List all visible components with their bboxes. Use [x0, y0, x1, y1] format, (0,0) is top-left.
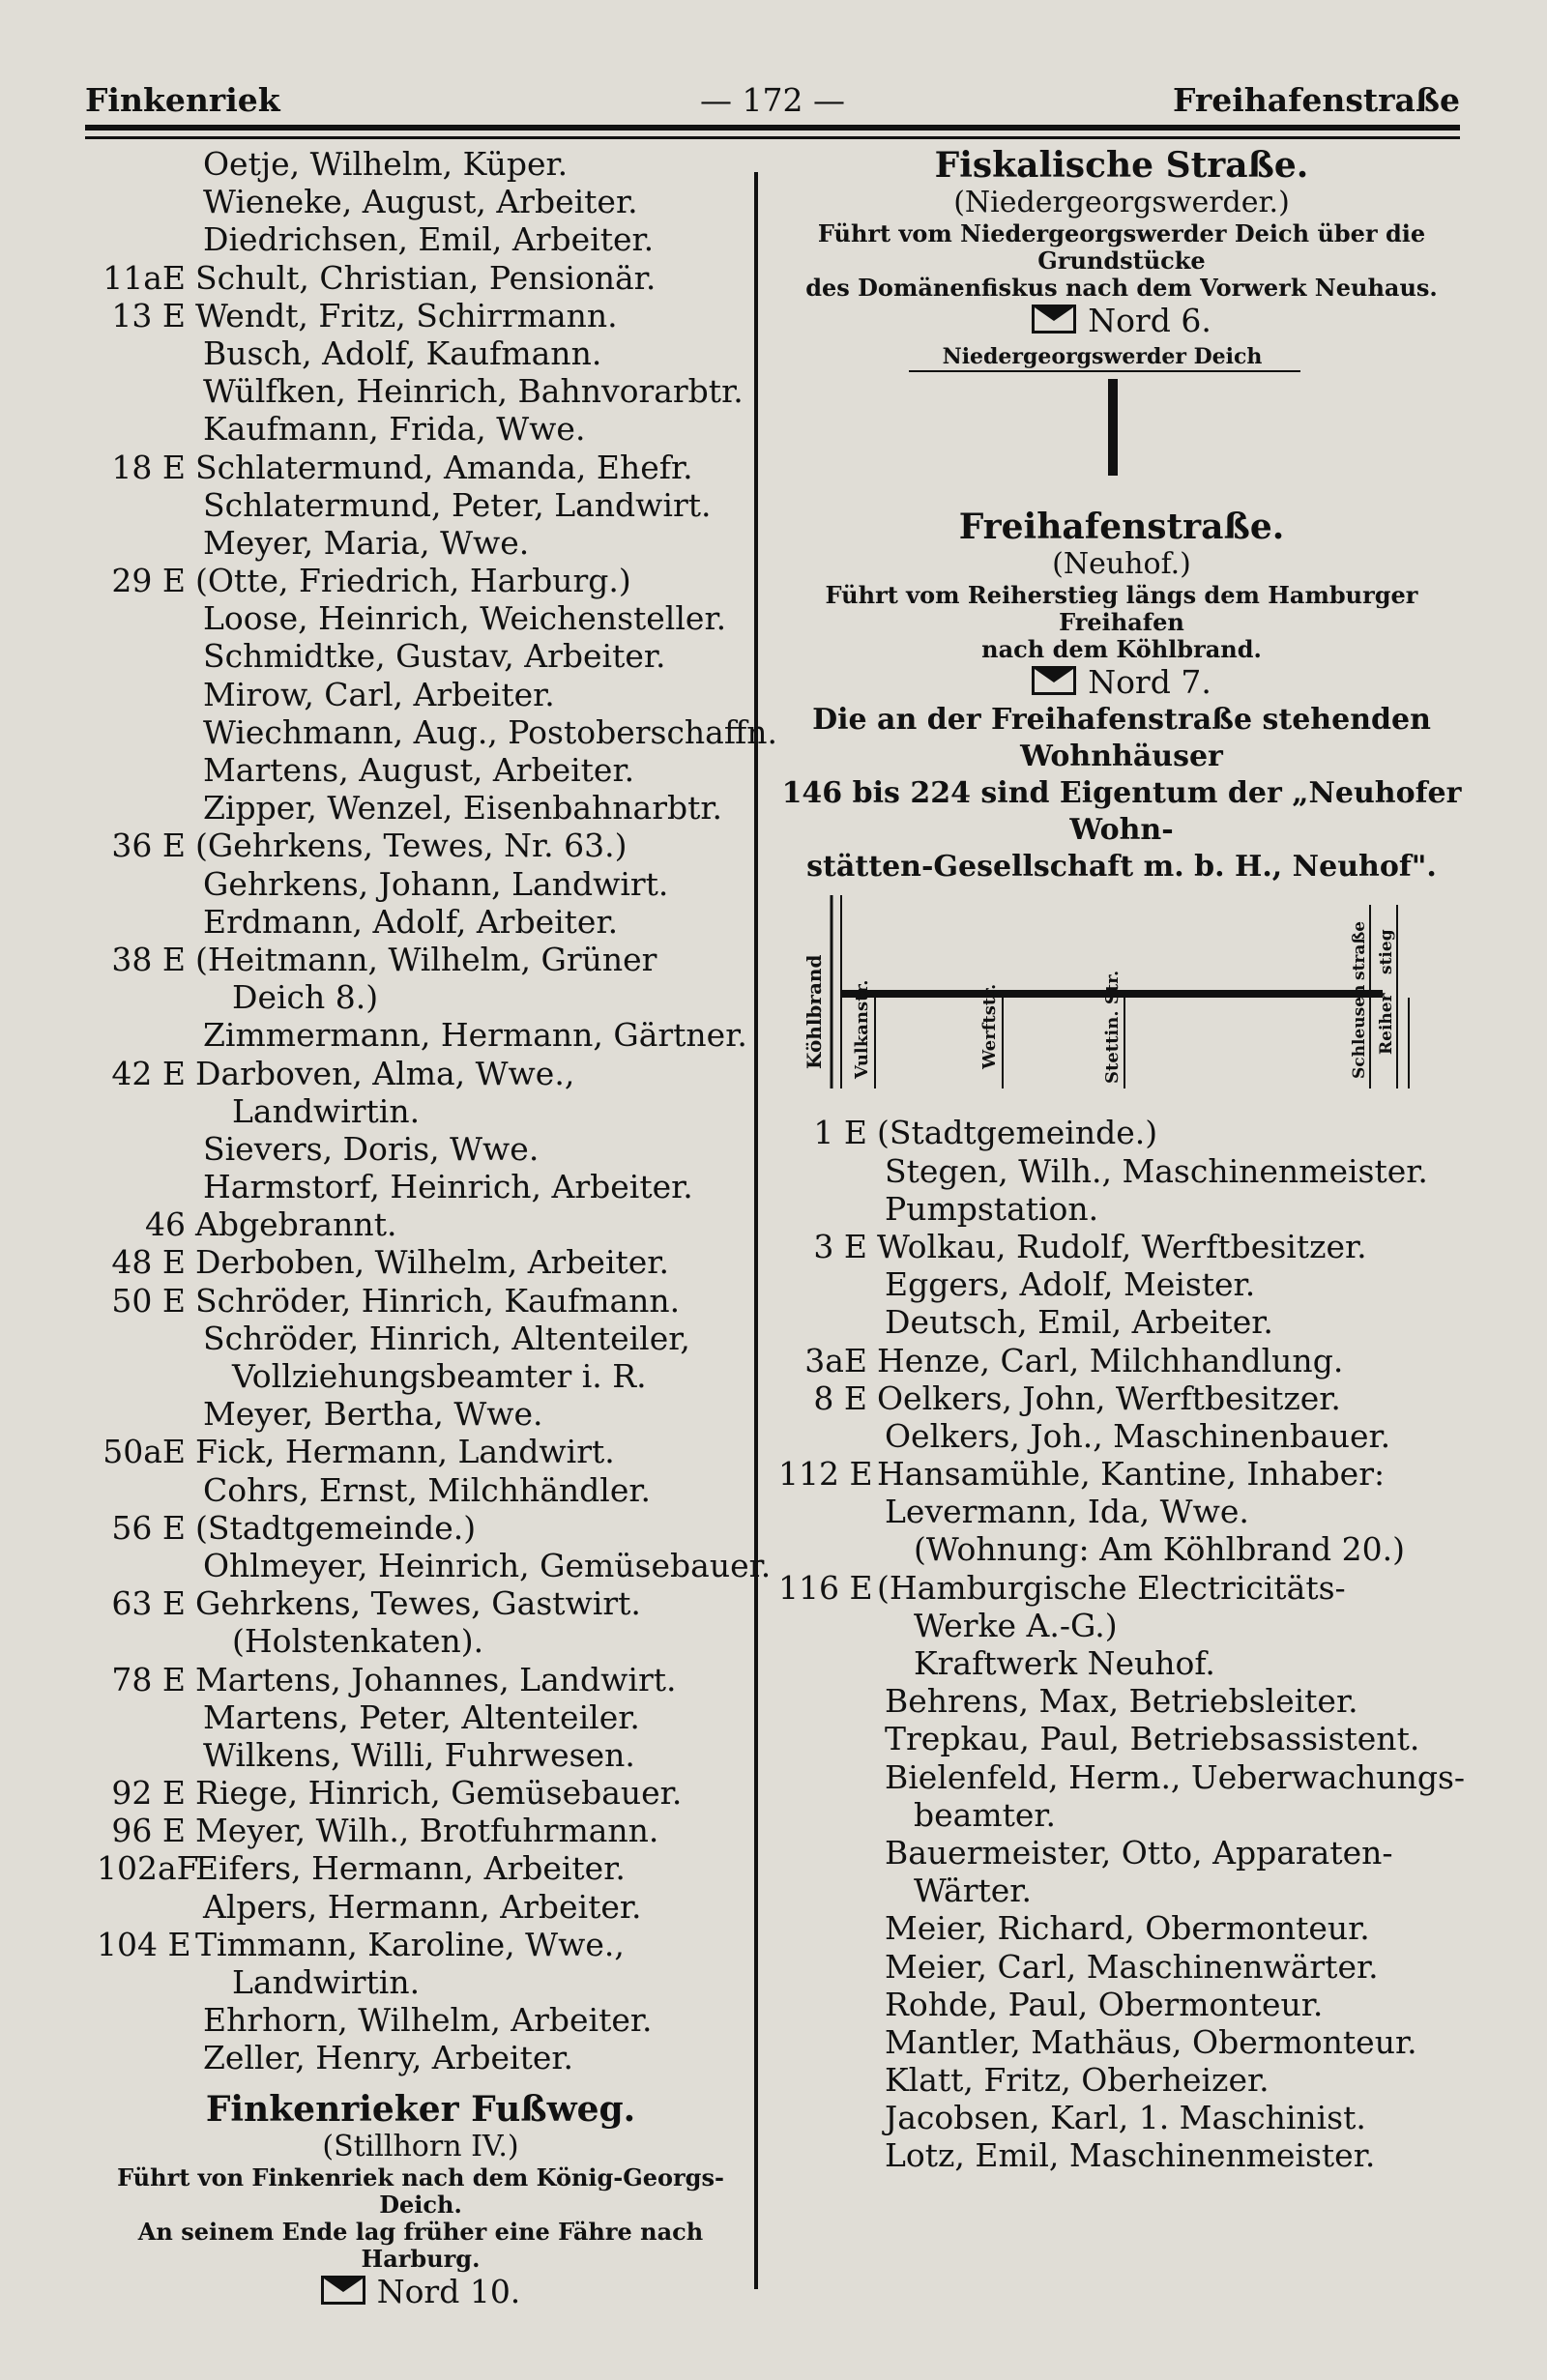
- resident-text: Martens, Peter, Altenteiler.: [203, 1698, 640, 1736]
- resident-text: Wiechmann, Aug., Postoberschaffn.: [203, 712, 778, 751]
- map-label-koehlbrand: Köhlbrand: [803, 954, 826, 1070]
- postal-text: Nord 10.: [376, 2272, 521, 2310]
- resident-text: Alpers, Hermann, Arbeiter.: [203, 1887, 642, 1926]
- house-number: 8 E: [813, 1379, 867, 1417]
- resident-text: Deutsch, Emil, Arbeiter.: [885, 1303, 1273, 1342]
- resident-text: Trepkau, Paul, Betriebsassistent.: [885, 1720, 1420, 1758]
- section-subtitle: (Stillhorn IV.): [322, 2129, 519, 2163]
- resident-text: Martens, Johannes, Landwirt.: [195, 1660, 677, 1698]
- directory-entry: [97, 1282, 744, 1320]
- envelope-icon: [1032, 305, 1076, 334]
- directory-entry: [97, 1168, 744, 1205]
- house-number: 50 E: [111, 1281, 186, 1320]
- directory-entry: [778, 1152, 1465, 1190]
- ownership-note-2: 146 bis 224 sind Eigentum der „Neuhofer Wohn-: [781, 776, 1462, 848]
- directory-entry: [97, 1205, 744, 1243]
- directory-entry: [97, 1888, 744, 1926]
- directory-entry: [97, 1243, 744, 1281]
- house-number: 29 E: [111, 562, 186, 600]
- resident-text: Stegen, Wilh., Maschinenmeister.: [885, 1151, 1428, 1190]
- directory-entry: [778, 1607, 1465, 1644]
- resident-text: (Stadtgemeinde.): [877, 1114, 1158, 1152]
- directory-entry: [778, 1796, 1465, 1834]
- resident-text: Abgebrannt.: [195, 1205, 397, 1244]
- resident-text: Wilkens, Willi, Fuhrwesen.: [203, 1735, 635, 1774]
- directory-entry: [97, 676, 744, 713]
- freihafenstrasse-map: [778, 885, 1465, 1088]
- house-number: 96 E: [111, 1812, 186, 1850]
- resident-text: Eggers, Adolf, Meister.: [885, 1265, 1256, 1304]
- directory-entry: [97, 449, 744, 486]
- map-label-schleusen: Schleusen: [1350, 984, 1369, 1080]
- section-description-2: An seinem Ende lag früher eine Fähre nach Harburg.: [137, 2217, 704, 2273]
- resident-text: Oelkers, John, Werftbesitzer.: [877, 1379, 1341, 1417]
- resident-text: Wülfken, Heinrich, Bahnvorarbtr.: [203, 372, 744, 411]
- resident-text: Henze, Carl, Milchhandlung.: [877, 1341, 1344, 1379]
- resident-text: (Heitmann, Wilhelm, Grüner: [195, 940, 657, 978]
- directory-entry: [97, 1092, 744, 1130]
- resident-text: Riege, Hinrich, Gemüsebauer.: [195, 1774, 683, 1813]
- resident-text: Hansamühle, Kantine, Inhaber:: [877, 1455, 1386, 1494]
- header-left: Finkenriek: [85, 81, 280, 119]
- resident-text: (Gehrkens, Tewes, Nr. 63.): [195, 827, 628, 865]
- directory-entry: [778, 2099, 1465, 2136]
- house-number: 63 E: [111, 1584, 186, 1623]
- header-right: Freihafenstraße: [1173, 81, 1460, 119]
- directory-entry: [97, 1622, 744, 1660]
- resident-text: Martens, August, Arbeiter.: [203, 751, 635, 789]
- directory-entry: [778, 1682, 1465, 1720]
- postal-district: [778, 302, 1465, 340]
- resident-text: Eifers, Hermann, Arbeiter.: [195, 1849, 626, 1888]
- resident-text: Loose, Heinrich, Weichensteller.: [203, 599, 727, 638]
- resident-text: Landwirtin.: [232, 1963, 421, 2001]
- house-number: 38 E: [111, 940, 186, 978]
- page-header: [85, 81, 1460, 124]
- resident-text: (Otte, Friedrich, Harburg.): [195, 562, 631, 600]
- house-number: 46: [145, 1205, 186, 1244]
- directory-entry: [97, 1774, 744, 1812]
- directory-entry: [97, 2039, 744, 2076]
- resident-text: Erdmann, Adolf, Arbeiter.: [203, 902, 619, 941]
- resident-text: Sievers, Doris, Wwe.: [203, 1129, 540, 1168]
- directory-entry: [97, 1812, 744, 1849]
- map-label-vulkanstr: Vulkanstr.: [852, 979, 872, 1080]
- resident-text: Wieneke, August, Arbeiter.: [203, 183, 638, 221]
- directory-entry: [97, 562, 744, 599]
- right-entry-list: [778, 1114, 1465, 2174]
- directory-entry: [97, 145, 744, 183]
- section-title: Freihafenstraße.: [958, 507, 1285, 548]
- directory-entry: [97, 827, 744, 864]
- directory-entry: [97, 524, 744, 562]
- resident-text: Jacobsen, Karl, 1. Maschinist.: [885, 2099, 1366, 2137]
- directory-entry: [778, 2061, 1465, 2099]
- resident-text: Meier, Carl, Maschinenwärter.: [885, 1947, 1379, 1986]
- map-label-stettin-str: Stettin. Str.: [1102, 970, 1123, 1085]
- directory-entry: [97, 751, 744, 789]
- header-rule-thick: [85, 125, 1460, 131]
- resident-text: Meyer, Wilh., Brotfuhrmann.: [195, 1812, 659, 1850]
- envelope-icon: [321, 2276, 365, 2305]
- directory-entry: [778, 2023, 1465, 2061]
- directory-entry: [778, 1530, 1465, 1568]
- directory-entry: [97, 486, 744, 524]
- house-number: 116 E: [778, 1568, 873, 1607]
- house-number: 42 E: [111, 1054, 186, 1092]
- resident-text: Harmstorf, Heinrich, Arbeiter.: [203, 1168, 693, 1206]
- house-number: 36 E: [111, 827, 186, 865]
- resident-text: Derboben, Wilhelm, Arbeiter.: [195, 1243, 669, 1282]
- house-number: 50aE: [102, 1433, 186, 1471]
- directory-entry: [97, 941, 744, 978]
- resident-text: Kaufmann, Frida, Wwe.: [203, 410, 586, 449]
- postal-district: [778, 663, 1465, 702]
- house-number: 92 E: [111, 1774, 186, 1813]
- map-label-deich: Niedergeorgswerder Deich: [942, 344, 1263, 369]
- resident-text: Rohde, Paul, Obermonteur.: [885, 1985, 1324, 2023]
- directory-entry: [97, 1963, 744, 2001]
- resident-text: Schröder, Hinrich, Kaufmann.: [195, 1281, 681, 1320]
- resident-text: Pumpstation.: [885, 1189, 1099, 1228]
- resident-text: Fick, Hermann, Landwirt.: [195, 1433, 615, 1471]
- directory-entry: [97, 1584, 744, 1622]
- left-column: [97, 145, 778, 2311]
- directory-entry: [97, 1016, 747, 1055]
- directory-entry: [97, 903, 744, 941]
- directory-entry: [778, 1114, 1465, 1151]
- directory-entry: [97, 637, 744, 675]
- directory-entry: [778, 1720, 1465, 1757]
- directory-entry: [97, 1661, 744, 1698]
- section-title: Fiskalische Straße.: [934, 145, 1309, 186]
- resident-text: Ohlmeyer, Heinrich, Gemüsebauer.: [203, 1546, 772, 1584]
- section-subtitle: (Niedergeorgswerder.): [953, 186, 1290, 219]
- resident-text: Wärter.: [914, 1872, 1032, 1910]
- resident-text: Oelkers, Joh., Maschinenbauer.: [885, 1416, 1391, 1455]
- house-number: 1 E: [813, 1114, 867, 1152]
- house-number: 11aE: [102, 258, 186, 297]
- directory-entry: [97, 789, 744, 827]
- section-description-1: Führt vom Reiherstieg längs dem Hamburger Freihafen: [825, 581, 1418, 637]
- directory-entry: [97, 599, 744, 637]
- resident-text: (Stadtgemeinde.): [195, 1508, 477, 1547]
- resident-text: Schlatermund, Amanda, Ehefr.: [195, 448, 693, 486]
- directory-entry: [778, 1303, 1465, 1341]
- directory-entry: [778, 1569, 1465, 1607]
- directory-entry: [778, 1872, 1465, 1909]
- directory-entry: [97, 1698, 744, 1736]
- resident-text: Gehrkens, Tewes, Gastwirt.: [195, 1584, 641, 1623]
- resident-text: Lotz, Emil, Maschinenmeister.: [885, 2136, 1376, 2175]
- directory-entry: [97, 372, 744, 410]
- directory-entry: [778, 1644, 1465, 1682]
- directory-entry: [778, 1228, 1465, 1265]
- resident-text: Klatt, Fritz, Oberheizer.: [885, 2061, 1270, 2100]
- directory-entry: [97, 1055, 744, 1092]
- resident-text: Werke A.-G.): [914, 1606, 1118, 1644]
- directory-entry: [97, 2001, 744, 2039]
- directory-entry: [97, 297, 744, 334]
- house-number: 56 E: [111, 1508, 186, 1547]
- directory-entry: [778, 1758, 1465, 1796]
- house-number: 48 E: [111, 1243, 186, 1282]
- house-number: 78 E: [111, 1660, 186, 1698]
- directory-entry: [97, 1471, 744, 1509]
- page-number: — 172 —: [700, 81, 845, 119]
- street-line: [1108, 379, 1118, 476]
- directory-entry: [97, 410, 744, 448]
- resident-text: Mantler, Mathäus, Obermonteur.: [885, 2022, 1417, 2061]
- map-label-werftstr: Werftstr.: [979, 983, 1000, 1070]
- resident-text: (Wohnung: Am Köhlbrand 20.): [914, 1530, 1406, 1569]
- resident-text: Busch, Adolf, Kaufmann.: [203, 334, 602, 372]
- directory-entry: [97, 1849, 744, 1887]
- house-number: 13 E: [111, 296, 186, 334]
- resident-text: Darboven, Alma, Wwe.,: [195, 1054, 575, 1092]
- directory-entry: [97, 1357, 744, 1395]
- directory-entry: [97, 334, 744, 372]
- directory-entry: [778, 1265, 1465, 1303]
- directory-entry: [778, 1342, 1465, 1379]
- freihafenstrasse-section: [778, 507, 1465, 1096]
- section-description-2: nach dem Köhlbrand.: [981, 635, 1262, 664]
- directory-entry: [97, 1509, 744, 1547]
- ownership-note-1: Die an der Freihafenstraße stehenden Wohnhäuser: [812, 703, 1431, 774]
- right-column: [778, 145, 1465, 2175]
- directory-entry: [778, 1948, 1465, 1986]
- resident-text: Vollziehungsbeamter i. R.: [232, 1357, 647, 1395]
- resident-text: Meyer, Maria, Wwe.: [203, 523, 530, 562]
- ownership-note-3: stätten-Gesellschaft m. b. H., Neuhof".: [806, 850, 1437, 885]
- resident-text: Cohrs, Ernst, Milchhändler.: [203, 1470, 652, 1509]
- resident-text: Bauermeister, Otto, Apparaten-: [885, 1833, 1393, 1872]
- resident-text: Meier, Richard, Obermonteur.: [885, 1909, 1370, 1948]
- directory-entry: [778, 2136, 1465, 2174]
- section-description-1: Führt von Finkenriek nach dem König-Georgs-Deich.: [117, 2162, 724, 2219]
- directory-entry: [97, 1433, 744, 1470]
- resident-text: Deich 8.): [232, 978, 379, 1017]
- header-rule-thin: [85, 136, 1460, 139]
- envelope-icon: [1032, 666, 1076, 695]
- resident-text: Timmann, Karoline, Wwe.,: [195, 1925, 625, 1963]
- resident-text: Oetje, Wilhelm, Küper.: [203, 145, 569, 183]
- resident-text: beamter.: [914, 1795, 1057, 1834]
- section-description-2: des Domänenfiskus nach dem Vorwerk Neuhaus.: [805, 274, 1438, 302]
- resident-text: Zimmermann, Hermann, Gärtner.: [203, 1016, 747, 1055]
- section-subtitle: (Neuhof.): [1052, 547, 1191, 582]
- fiskalische-strasse-map: [778, 340, 1465, 485]
- resident-text: Gehrkens, Johann, Landwirt.: [203, 864, 669, 903]
- directory-entry: [97, 259, 744, 297]
- house-number: 104 E: [97, 1925, 191, 1963]
- map-label-strasse: straße: [1350, 921, 1369, 981]
- resident-text: Zeller, Henry, Arbeiter.: [203, 2039, 574, 2077]
- directory-entry: [778, 1909, 1465, 1947]
- directory-entry: [97, 1320, 744, 1357]
- resident-text: Schlatermund, Peter, Landwirt.: [203, 485, 712, 524]
- resident-text: Wendt, Fritz, Schirrmann.: [195, 296, 618, 334]
- directory-entry: [97, 865, 744, 903]
- resident-text: Bielenfeld, Herm., Ueberwachungs-: [885, 1757, 1466, 1796]
- directory-entry: [778, 1493, 1465, 1530]
- directory-entry: [97, 712, 778, 751]
- resident-text: Landwirtin.: [232, 1091, 421, 1130]
- map-label-reiher: Reiher: [1377, 993, 1396, 1056]
- resident-text: Schult, Christian, Pensionär.: [195, 258, 657, 297]
- resident-text: Meyer, Bertha, Wwe.: [203, 1395, 543, 1434]
- column-divider: [754, 172, 758, 2289]
- postal-text: Nord 6.: [1088, 302, 1211, 339]
- directory-entry: [778, 1190, 1465, 1228]
- directory-entry: [778, 1379, 1465, 1417]
- directory-entry: [97, 1130, 744, 1168]
- finkenrieker-fussweg-section: [97, 2089, 744, 2311]
- directory-entry: [97, 1926, 744, 1963]
- resident-text: Kraftwerk Neuhof.: [914, 1644, 1215, 1683]
- directory-entry: [778, 1986, 1465, 2023]
- resident-text: Schmidtke, Gustav, Arbeiter.: [203, 637, 666, 676]
- resident-text: Ehrhorn, Wilhelm, Arbeiter.: [203, 2001, 653, 2040]
- resident-text: Zipper, Wenzel, Eisenbahnarbtr.: [203, 789, 722, 827]
- directory-entry: [97, 183, 744, 220]
- house-number: 112 E: [778, 1455, 873, 1494]
- directory-entry: [97, 1736, 744, 1774]
- left-entry-list: [97, 145, 778, 2077]
- directory-entry: [778, 1417, 1465, 1455]
- resident-text: (Hamburgische Electricitäts-: [877, 1568, 1346, 1607]
- fiskalische-strasse-section: [778, 145, 1465, 493]
- resident-text: Schröder, Hinrich, Altenteiler,: [203, 1319, 690, 1357]
- directory-entry: [97, 1395, 744, 1433]
- section-description-1: Führt vom Niedergeorgswerder Deich über die Grundstücke: [817, 219, 1426, 275]
- resident-text: Mirow, Carl, Arbeiter.: [203, 675, 555, 713]
- resident-text: (Holstenkaten).: [232, 1622, 484, 1661]
- house-number: 3 E: [813, 1227, 867, 1265]
- resident-text: Behrens, Max, Betriebsleiter.: [885, 1682, 1358, 1721]
- resident-text: Wolkau, Rudolf, Werftbesitzer.: [877, 1227, 1367, 1265]
- house-number: 3aE: [804, 1341, 867, 1379]
- resident-text: Levermann, Ida, Wwe.: [885, 1493, 1249, 1531]
- directory-entry: [778, 1455, 1465, 1493]
- house-number: 18 E: [111, 448, 186, 486]
- directory-entry: [97, 978, 744, 1016]
- postal-text: Nord 7.: [1088, 663, 1211, 702]
- directory-entry: [97, 220, 744, 258]
- directory-entry: [778, 1834, 1465, 1872]
- resident-text: Diedrichsen, Emil, Arbeiter.: [203, 220, 655, 259]
- section-title: Finkenrieker Fußweg.: [205, 2088, 636, 2130]
- directory-entry: [97, 1546, 772, 1584]
- postal-district: [97, 2273, 744, 2311]
- map-label-stieg: stieg: [1377, 929, 1396, 975]
- house-number: 102aF: [97, 1849, 199, 1888]
